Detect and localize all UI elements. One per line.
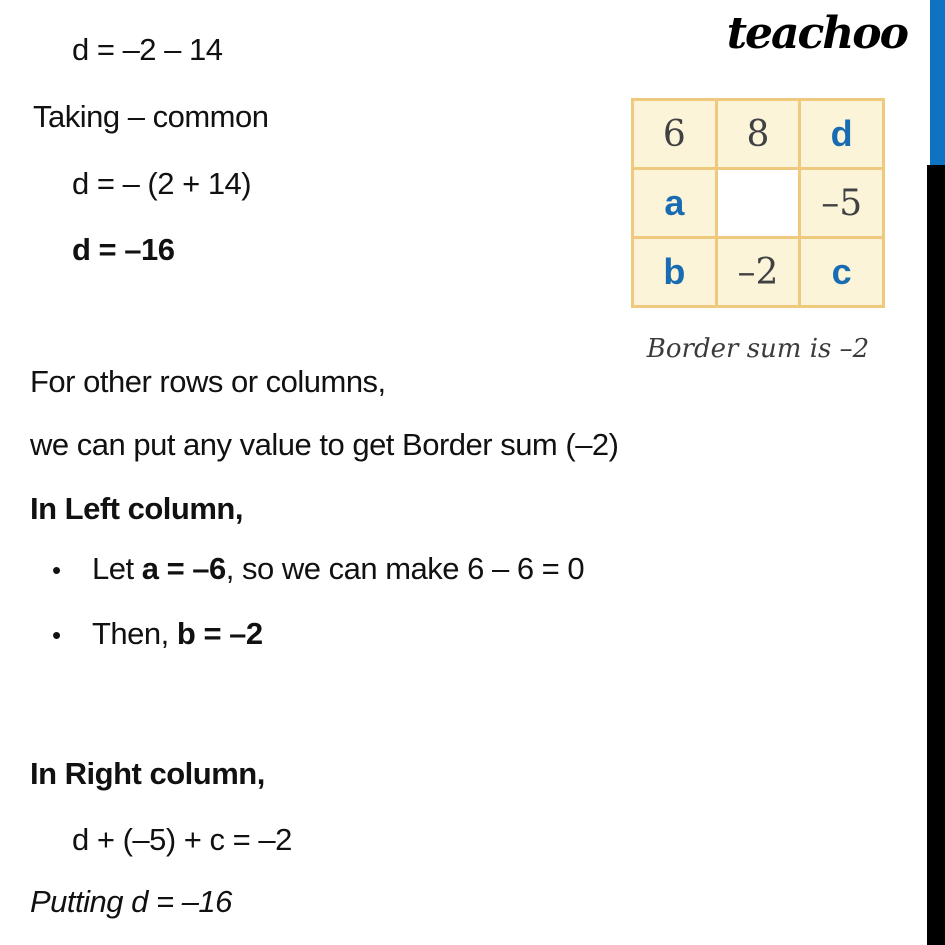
grid-cell-r2c3: –5 xyxy=(801,170,882,236)
heading-right-column: In Right column, xyxy=(30,756,265,791)
bullet-icon: • xyxy=(52,555,61,585)
equation-right-column: d + (–5) + c = –2 xyxy=(72,822,292,857)
magic-square-grid xyxy=(631,98,885,308)
grid-cell-r1c2: 8 xyxy=(718,101,799,167)
grid-cell-r3c1: b xyxy=(634,239,715,305)
teachoo-logo: teachoo xyxy=(726,8,907,59)
heading-left-column: In Left column, xyxy=(30,491,243,526)
bullet-item-let-a: • Let a = –6, so we can make 6 – 6 = 0 xyxy=(52,551,585,586)
any-value-text: we can put any value to get Border sum (–2) xyxy=(30,427,619,462)
bullet-item-then-b: • Then, b = –2 xyxy=(52,616,263,651)
grid-cell-r1c3: d xyxy=(801,101,882,167)
equation-d-minus: d = –2 – 14 xyxy=(72,32,223,67)
equation-d-factored: d = – (2 + 14) xyxy=(72,166,252,201)
grid-caption: Border sum is –2 xyxy=(646,334,870,364)
taking-common-text: Taking – common xyxy=(33,99,269,134)
equation-d-result: d = –16 xyxy=(72,232,175,267)
for-other-rows-text: For other rows or columns, xyxy=(30,364,386,399)
bullet-icon: • xyxy=(52,620,61,650)
grid-cell-r1c1: 6 xyxy=(634,101,715,167)
accent-bar-blue xyxy=(930,0,945,165)
accent-bar-black xyxy=(927,165,945,945)
grid-cell-r2c2-empty xyxy=(718,170,799,236)
putting-d-text: Putting d = –16 xyxy=(30,884,232,919)
grid-cell-r3c2: –2 xyxy=(718,239,799,305)
grid-cell-r3c3: c xyxy=(801,239,882,305)
grid-cell-r2c1: a xyxy=(634,170,715,236)
